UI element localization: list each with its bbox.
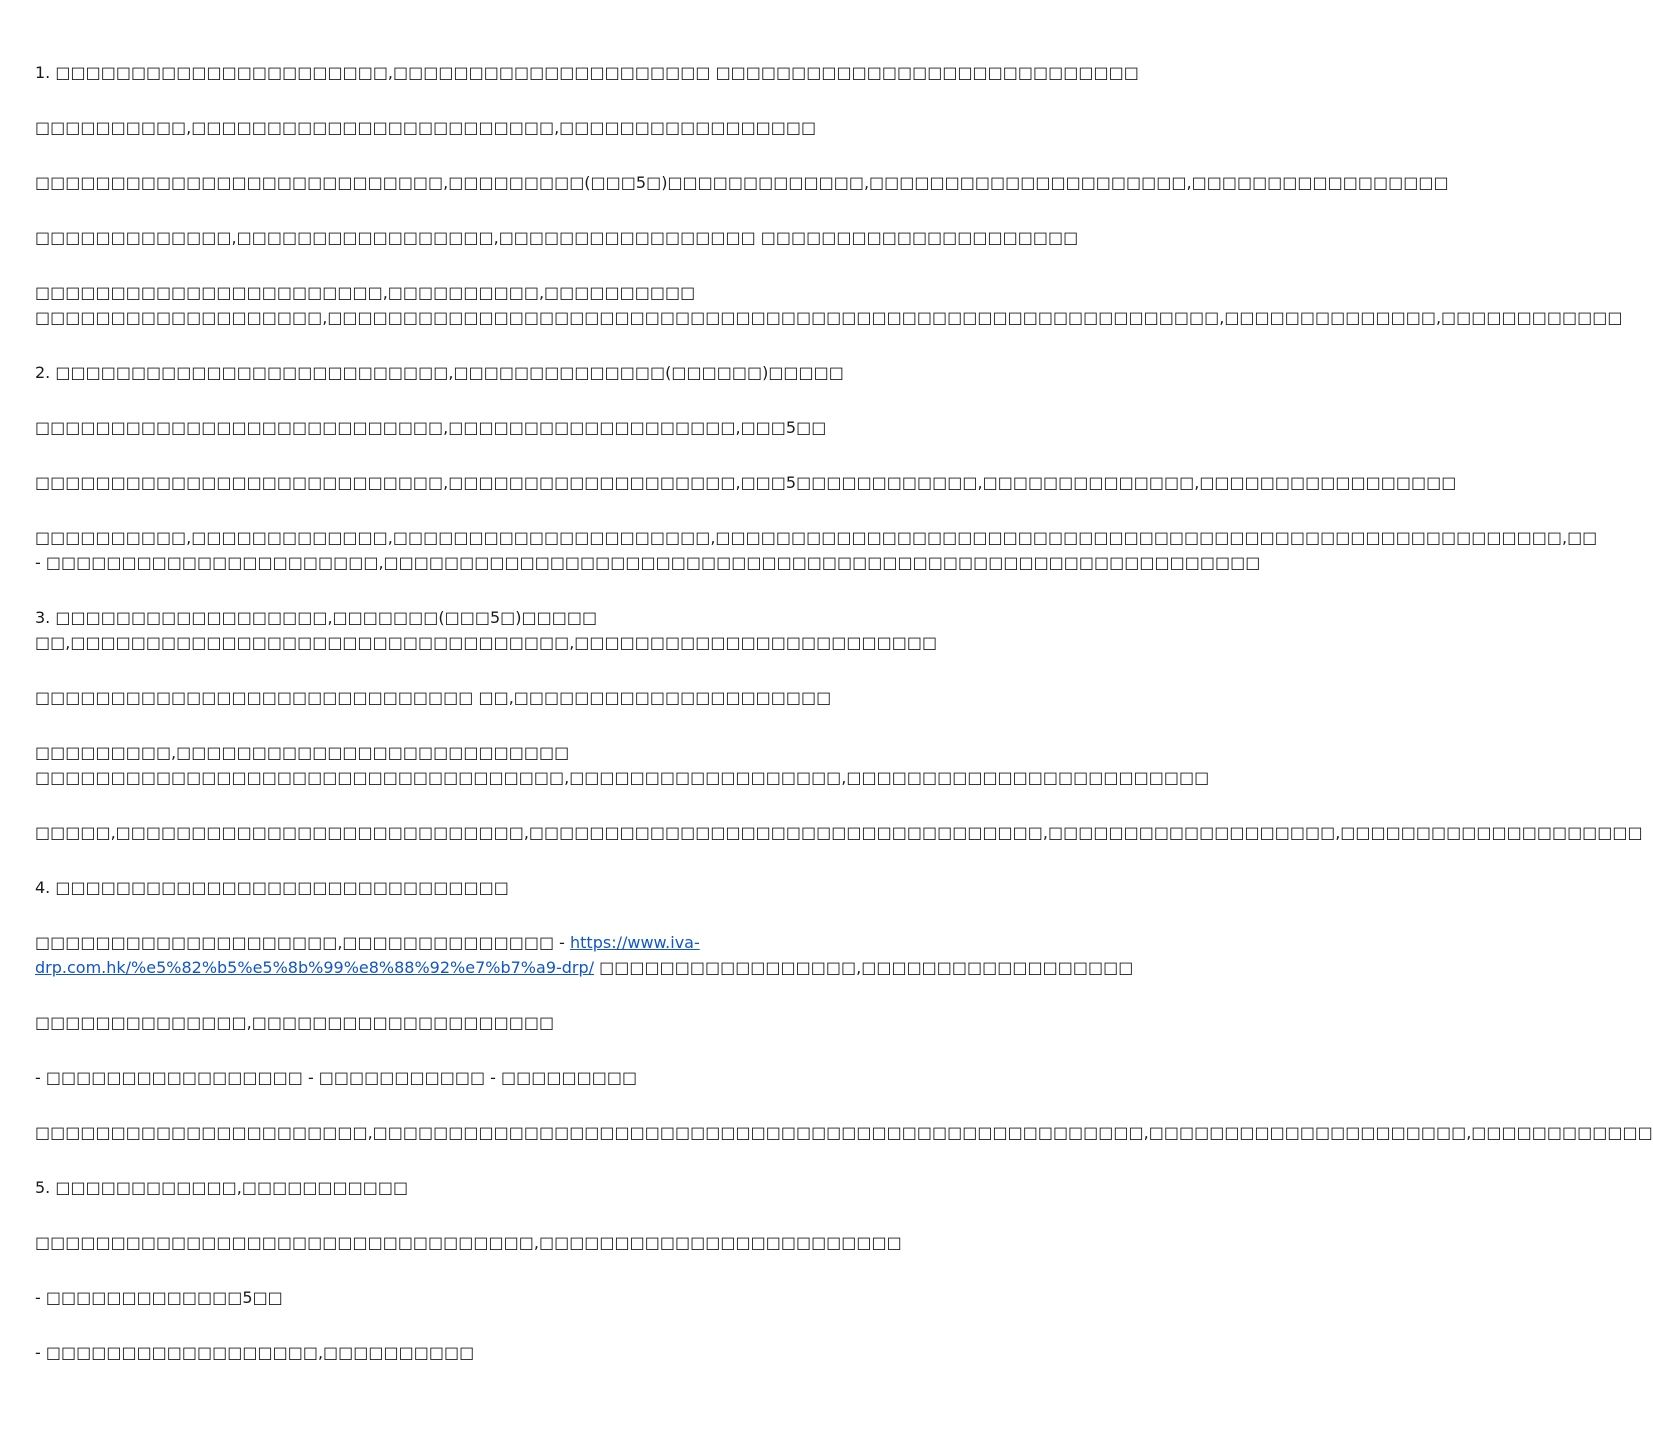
url-link-part-2[interactable]: drp.com.hk/%e5%82%b5%e5%8b%99%e8%88%92%e7%b7%a9-drp/: [35, 958, 595, 977]
paragraph-line-13: □□,□□□□□□□□□□□□□□□□□□□□□□□□□□□□□□□□□,□□□□□□□□□□□□□□□□□□□□□□□□: [35, 633, 938, 652]
section-heading-4: 4. □□□□□□□□□□□□□□□□□□□□□□□□□□□□□□: [35, 878, 509, 897]
url-link-part-1[interactable]: https://www.iva-: [570, 933, 700, 952]
paragraph-line-23: □□□□□□□□□□□□□□□□□□□□□□,□□□□□□□□□□□□□□□□□□□□□□□□□□□□□□□□□□□□□□□□□□□□□□□□□□□,□□□□□□□□□□□□□□□□□□□□□,□□□□□□□□□□□□: [35, 1123, 1653, 1142]
paragraph-line-21: □□□□□□□□□□□□□□,□□□□□□□□□□□□□□□□□□□□: [35, 1013, 555, 1032]
bullet-line-27: - □□□□□□□□□□□□□□□□□□,□□□□□□□□□□: [35, 1343, 475, 1362]
paragraph-line-15: □□□□□□□□□,□□□□□□□□□□□□□□□□□□□□□□□□□□: [35, 743, 570, 762]
bullet-line-22: - □□□□□□□□□□□□□□□□□ - □□□□□□□□□□□ - □□□□□□□□□: [35, 1068, 638, 1087]
paragraph-line-20: [35, 955, 1134, 980]
bullet-line-26: - □□□□□□□□□□□□□5□□: [35, 1288, 283, 1307]
section-heading-2: 2. □□□□□□□□□□□□□□□□□□□□□□□□□□,□□□□□□□□□□□□□□(□□□□□□)□□□□□: [35, 363, 844, 382]
paragraph-line-5: □□□□□□□□□□□□□□□□□□□□□□□,□□□□□□□□□□,□□□□□□□□□□: [35, 283, 696, 302]
paragraph-line-16: □□□□□□□□□□□□□□□□□□□□□□□□□□□□□□□□□□□,□□□□□□□□□□□□□□□□□□,□□□□□□□□□□□□□□□□□□□□□□□□: [35, 768, 1210, 787]
paragraph-line-6: □□□□□□□□□□□□□□□□□□□,□□□□□□□□□□□□□□□□□□□□□□□□□□□□□□□□□□□□□□□□□□□□□□□□□□□□□□□□□□□,□□□□□□□□□□□□□□,□□□□□□□□□□□□: [35, 308, 1623, 327]
paragraph-line-14: □□□□□□□□□□□□□□□□□□□□□□□□□□□□□ □□,□□□□□□□□□□□□□□□□□□□□□: [35, 688, 832, 707]
paragraph-line-1: 1. □□□□□□□□□□□□□□□□□□□□□□,□□□□□□□□□□□□□□□□□□□□□ □□□□□□□□□□□□□□□□□□□□□□□□□□□□: [35, 63, 1139, 82]
section-heading-3: 3. □□□□□□□□□□□□□□□□□□,□□□□□□□(□□□5□)□□□□□: [35, 608, 598, 627]
paragraph-line-10: □□□□□□□□□□,□□□□□□□□□□□□□,□□□□□□□□□□□□□□□□□□□□□,□□□□□□□□□□□□□□□□□□□□□□□□□□□□□□□□□□□□□□□□□□□□□□□□□□□□□□□□,□□: [35, 528, 1598, 547]
paragraph-line-17: □□□□□,□□□□□□□□□□□□□□□□□□□□□□□□□□□,□□□□□□□□□□□□□□□□□□□□□□□□□□□□□□□□□□,□□□□□□□□□□□□□□□□□□□,□□□□□□□□□□□□□□□□□□□□: [35, 823, 1643, 842]
paragraph-line-25: □□□□□□□□□□□□□□□□□□□□□□□□□□□□□□□□□,□□□□□□□□□□□□□□□□□□□□□□□□: [35, 1233, 902, 1252]
paragraph-line-20-text: □□□□□□□□□□□□□□□□□,□□□□□□□□□□□□□□□□□□: [594, 958, 1134, 977]
paragraph-line-9: □□□□□□□□□□□□□□□□□□□□□□□□□□□,□□□□□□□□□□□□□□□□□□□,□□□5□□□□□□□□□□□□,□□□□□□□□□□□□□□,□□□□□□□□□□□□□□□□□: [35, 473, 1457, 492]
section-heading-5: 5. □□□□□□□□□□□□,□□□□□□□□□□□: [35, 1178, 409, 1197]
paragraph-line-2: □□□□□□□□□□,□□□□□□□□□□□□□□□□□□□□□□□□,□□□□□□□□□□□□□□□□□: [35, 118, 817, 137]
paragraph-line-4: □□□□□□□□□□□□□,□□□□□□□□□□□□□□□□□,□□□□□□□□□□□□□□□□□ □□□□□□□□□□□□□□□□□□□□□: [35, 228, 1079, 247]
paragraph-line-3: □□□□□□□□□□□□□□□□□□□□□□□□□□□,□□□□□□□□□(□□□5□)□□□□□□□□□□□□□,□□□□□□□□□□□□□□□□□□□□□,□□□□□□□□□□□□□□□□□: [35, 173, 1449, 192]
document-body: [35, 60, 1653, 1365]
paragraph-line-8: □□□□□□□□□□□□□□□□□□□□□□□□□□□,□□□□□□□□□□□□□□□□□□□,□□□5□□: [35, 418, 827, 437]
bullet-line-11: - □□□□□□□□□□□□□□□□□□□□□□,□□□□□□□□□□□□□□□□□□□□□□□□□□□□□□□□□□□□□□□□□□□□□□□□□□□□□□□□□□: [35, 553, 1261, 572]
paragraph-line-19: [35, 930, 990, 955]
paragraph-line-19-text: □□□□□□□□□□□□□□□□□□□□,□□□□□□□□□□□□□□ -: [35, 933, 571, 952]
